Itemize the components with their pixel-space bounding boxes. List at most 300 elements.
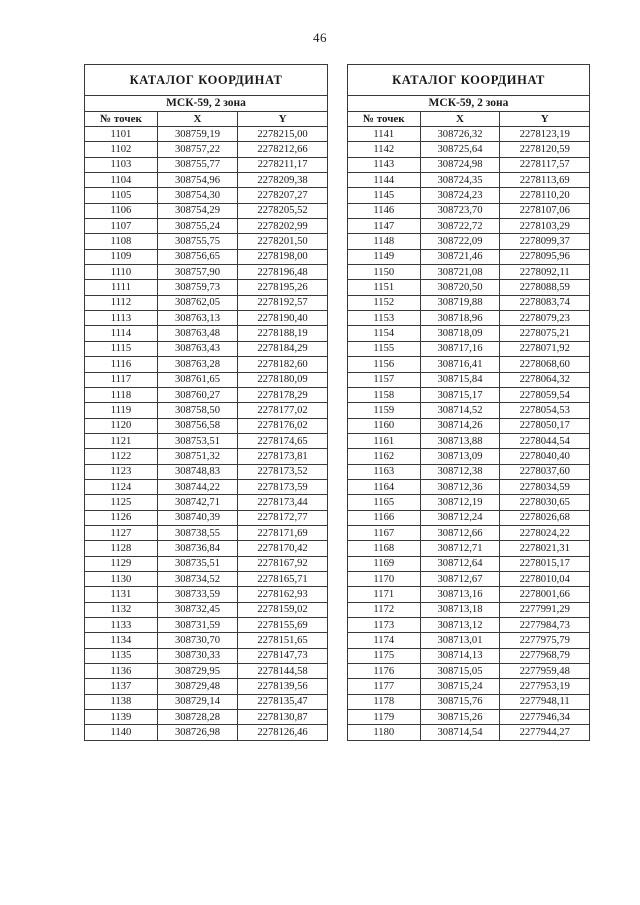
x-coordinate-cell: 308754,29 — [157, 203, 237, 218]
table-row — [348, 602, 590, 617]
x-coordinate-cell: 308762,05 — [157, 295, 237, 310]
x-coordinate-cell: 308755,77 — [157, 157, 237, 172]
point-number-cell: 1177 — [348, 679, 421, 694]
table-row — [348, 571, 590, 586]
point-number-cell: 1104 — [85, 173, 158, 188]
x-coordinate-cell: 308713,09 — [420, 449, 500, 464]
point-number-cell: 1145 — [348, 188, 421, 203]
table-row — [348, 387, 590, 402]
point-number-cell: 1163 — [348, 464, 421, 479]
y-coordinate-cell: 2278110,20 — [500, 188, 590, 203]
x-coordinate-cell: 308725,64 — [420, 142, 500, 157]
x-coordinate-cell: 308726,32 — [420, 127, 500, 142]
y-coordinate-cell: 2278165,71 — [238, 571, 328, 586]
y-coordinate-cell: 2278021,31 — [500, 541, 590, 556]
page-number: 46 — [313, 30, 327, 45]
y-coordinate-cell: 2278180,09 — [238, 372, 328, 387]
point-number-cell: 1178 — [348, 694, 421, 709]
y-coordinate-cell: 2278209,38 — [238, 173, 328, 188]
y-coordinate-cell: 2278173,52 — [238, 464, 328, 479]
point-number-cell: 1126 — [85, 510, 158, 525]
x-coordinate-cell: 308729,14 — [157, 694, 237, 709]
x-coordinate-cell: 308719,88 — [420, 295, 500, 310]
point-number-cell: 1161 — [348, 433, 421, 448]
y-coordinate-cell: 2278170,42 — [238, 541, 328, 556]
y-coordinate-cell: 2278034,59 — [500, 479, 590, 494]
point-number-cell: 1102 — [85, 142, 158, 157]
point-number-cell: 1140 — [85, 725, 158, 740]
table-row — [85, 618, 328, 633]
table-row — [348, 311, 590, 326]
table-row — [348, 633, 590, 648]
point-number-cell: 1101 — [85, 127, 158, 142]
table-row — [85, 433, 328, 448]
y-coordinate-cell: 2278113,69 — [500, 173, 590, 188]
x-coordinate-cell: 308718,09 — [420, 326, 500, 341]
point-number-cell: 1121 — [85, 433, 158, 448]
table-row — [85, 142, 328, 157]
catalog-title: КАТАЛОГ КООРДИНАТ — [348, 65, 590, 96]
x-coordinate-cell: 308722,72 — [420, 219, 500, 234]
zone-label: МСК-59, 2 зона — [85, 96, 328, 112]
x-coordinate-cell: 308760,27 — [157, 387, 237, 402]
y-coordinate-cell: 2278167,92 — [238, 556, 328, 571]
y-coordinate-cell: 2278044,54 — [500, 433, 590, 448]
x-coordinate-cell: 308712,24 — [420, 510, 500, 525]
x-coordinate-cell: 308713,12 — [420, 618, 500, 633]
x-coordinate-cell: 308755,75 — [157, 234, 237, 249]
point-number-cell: 1156 — [348, 357, 421, 372]
x-coordinate-cell: 308757,22 — [157, 142, 237, 157]
y-coordinate-cell: 2278054,53 — [500, 403, 590, 418]
table-row — [348, 664, 590, 679]
y-coordinate-cell: 2278211,17 — [238, 157, 328, 172]
point-number-cell: 1111 — [85, 280, 158, 295]
table-row — [85, 280, 328, 295]
point-number-cell: 1128 — [85, 541, 158, 556]
table-row — [348, 203, 590, 218]
x-coordinate-cell: 308724,98 — [420, 157, 500, 172]
point-number-cell: 1103 — [85, 157, 158, 172]
x-coordinate-cell: 308715,24 — [420, 679, 500, 694]
table-row — [348, 326, 590, 341]
point-number-cell: 1136 — [85, 664, 158, 679]
table-row — [348, 265, 590, 280]
x-coordinate-cell: 308757,90 — [157, 265, 237, 280]
y-coordinate-cell: 2278071,92 — [500, 341, 590, 356]
table-row — [348, 249, 590, 264]
y-coordinate-cell: 2278147,73 — [238, 648, 328, 663]
table-body-right — [348, 127, 590, 741]
x-coordinate-cell: 308761,65 — [157, 372, 237, 387]
point-number-cell: 1153 — [348, 311, 421, 326]
y-coordinate-cell: 2278205,52 — [238, 203, 328, 218]
point-number-cell: 1106 — [85, 203, 158, 218]
x-coordinate-cell: 308717,16 — [420, 341, 500, 356]
point-number-cell: 1138 — [85, 694, 158, 709]
x-coordinate-cell: 308729,48 — [157, 679, 237, 694]
x-coordinate-cell: 308759,19 — [157, 127, 237, 142]
table-row — [348, 525, 590, 540]
x-coordinate-cell: 308722,09 — [420, 234, 500, 249]
table-row — [85, 357, 328, 372]
x-coordinate-cell: 308751,32 — [157, 449, 237, 464]
x-coordinate-cell: 308742,71 — [157, 495, 237, 510]
x-coordinate-cell: 308744,22 — [157, 479, 237, 494]
point-number-cell: 1141 — [348, 127, 421, 142]
point-number-cell: 1147 — [348, 219, 421, 234]
y-coordinate-cell: 2278050,17 — [500, 418, 590, 433]
x-coordinate-cell: 308763,43 — [157, 341, 237, 356]
y-coordinate-cell: 2277975,79 — [500, 633, 590, 648]
column-header-x: X — [420, 112, 500, 127]
x-coordinate-cell: 308731,59 — [157, 618, 237, 633]
point-number-cell: 1112 — [85, 295, 158, 310]
table-row — [85, 127, 328, 142]
point-number-cell: 1143 — [348, 157, 421, 172]
y-coordinate-cell: 2278092,11 — [500, 265, 590, 280]
table-row — [85, 249, 328, 264]
table-row — [348, 556, 590, 571]
y-coordinate-cell: 2278155,69 — [238, 618, 328, 633]
point-number-cell: 1171 — [348, 587, 421, 602]
y-coordinate-cell: 2278139,56 — [238, 679, 328, 694]
x-coordinate-cell: 308714,54 — [420, 725, 500, 740]
column-header-y: Y — [238, 112, 328, 127]
x-coordinate-cell: 308712,67 — [420, 571, 500, 586]
x-coordinate-cell: 308712,64 — [420, 556, 500, 571]
y-coordinate-cell: 2277991,29 — [500, 602, 590, 617]
table-row — [85, 510, 328, 525]
point-number-cell: 1152 — [348, 295, 421, 310]
point-number-cell: 1165 — [348, 495, 421, 510]
table-row — [85, 633, 328, 648]
y-coordinate-cell: 2278010,04 — [500, 571, 590, 586]
y-coordinate-cell: 2278026,68 — [500, 510, 590, 525]
y-coordinate-cell: 2278030,65 — [500, 495, 590, 510]
y-coordinate-cell: 2278176,02 — [238, 418, 328, 433]
table-row — [348, 587, 590, 602]
x-coordinate-cell: 308755,24 — [157, 219, 237, 234]
y-coordinate-cell: 2278190,40 — [238, 311, 328, 326]
point-number-cell: 1149 — [348, 249, 421, 264]
table-row — [85, 219, 328, 234]
x-coordinate-cell: 308713,01 — [420, 633, 500, 648]
point-number-cell: 1115 — [85, 341, 158, 356]
point-number-cell: 1144 — [348, 173, 421, 188]
point-number-cell: 1135 — [85, 648, 158, 663]
table-row — [85, 602, 328, 617]
point-number-cell: 1124 — [85, 479, 158, 494]
point-number-cell: 1131 — [85, 587, 158, 602]
point-number-cell: 1155 — [348, 341, 421, 356]
point-number-cell: 1174 — [348, 633, 421, 648]
y-coordinate-cell: 2278099,37 — [500, 234, 590, 249]
table-row — [85, 464, 328, 479]
point-number-cell: 1176 — [348, 664, 421, 679]
table-row — [85, 157, 328, 172]
y-coordinate-cell: 2277959,48 — [500, 664, 590, 679]
table-row — [348, 433, 590, 448]
point-number-cell: 1179 — [348, 710, 421, 725]
x-coordinate-cell: 308759,73 — [157, 280, 237, 295]
point-number-cell: 1151 — [348, 280, 421, 295]
y-coordinate-cell: 2278083,74 — [500, 295, 590, 310]
table-row — [85, 648, 328, 663]
table-row — [85, 265, 328, 280]
x-coordinate-cell: 308763,28 — [157, 357, 237, 372]
table-row — [85, 725, 328, 740]
point-number-cell: 1110 — [85, 265, 158, 280]
y-coordinate-cell: 2278123,19 — [500, 127, 590, 142]
table-row — [348, 157, 590, 172]
table-row — [85, 188, 328, 203]
y-coordinate-cell: 2278117,57 — [500, 157, 590, 172]
point-number-cell: 1122 — [85, 449, 158, 464]
coordinate-table-right — [347, 64, 590, 741]
table-row — [348, 618, 590, 633]
point-number-cell: 1159 — [348, 403, 421, 418]
y-coordinate-cell: 2278173,44 — [238, 495, 328, 510]
x-coordinate-cell: 308758,50 — [157, 403, 237, 418]
point-number-cell: 1119 — [85, 403, 158, 418]
y-coordinate-cell: 2278198,00 — [238, 249, 328, 264]
y-coordinate-cell: 2278174,65 — [238, 433, 328, 448]
point-number-cell: 1132 — [85, 602, 158, 617]
point-number-cell: 1123 — [85, 464, 158, 479]
x-coordinate-cell: 308730,70 — [157, 633, 237, 648]
point-number-cell: 1113 — [85, 311, 158, 326]
table-row — [348, 648, 590, 663]
y-coordinate-cell: 2278202,99 — [238, 219, 328, 234]
y-coordinate-cell: 2278184,29 — [238, 341, 328, 356]
point-number-cell: 1148 — [348, 234, 421, 249]
y-coordinate-cell: 2278059,54 — [500, 387, 590, 402]
table-row — [348, 173, 590, 188]
y-coordinate-cell: 2278182,60 — [238, 357, 328, 372]
x-coordinate-cell: 308754,96 — [157, 173, 237, 188]
x-coordinate-cell: 308734,52 — [157, 571, 237, 586]
point-number-cell: 1173 — [348, 618, 421, 633]
x-coordinate-cell: 308718,96 — [420, 311, 500, 326]
x-coordinate-cell: 308712,71 — [420, 541, 500, 556]
y-coordinate-cell: 2278201,50 — [238, 234, 328, 249]
table-row — [348, 510, 590, 525]
point-number-cell: 1118 — [85, 387, 158, 402]
point-number-cell: 1168 — [348, 541, 421, 556]
x-coordinate-cell: 308714,52 — [420, 403, 500, 418]
point-number-cell: 1175 — [348, 648, 421, 663]
x-coordinate-cell: 308720,50 — [420, 280, 500, 295]
table-row — [348, 372, 590, 387]
y-coordinate-cell: 2277946,34 — [500, 710, 590, 725]
x-coordinate-cell: 308712,36 — [420, 479, 500, 494]
x-coordinate-cell: 308763,48 — [157, 326, 237, 341]
table-row — [85, 587, 328, 602]
table-row — [348, 357, 590, 372]
point-number-cell: 1134 — [85, 633, 158, 648]
x-coordinate-cell: 308736,84 — [157, 541, 237, 556]
x-coordinate-cell: 308715,76 — [420, 694, 500, 709]
x-coordinate-cell: 308753,51 — [157, 433, 237, 448]
table-row — [85, 403, 328, 418]
table-row — [348, 403, 590, 418]
y-coordinate-cell: 2278207,27 — [238, 188, 328, 203]
table-row — [85, 418, 328, 433]
x-coordinate-cell: 308748,83 — [157, 464, 237, 479]
x-coordinate-cell: 308724,35 — [420, 173, 500, 188]
point-number-cell: 1164 — [348, 479, 421, 494]
y-coordinate-cell: 2278212,66 — [238, 142, 328, 157]
table-row — [348, 295, 590, 310]
x-coordinate-cell: 308715,05 — [420, 664, 500, 679]
point-number-cell: 1127 — [85, 525, 158, 540]
y-coordinate-cell: 2278037,60 — [500, 464, 590, 479]
table-row — [348, 679, 590, 694]
x-coordinate-cell: 308763,13 — [157, 311, 237, 326]
y-coordinate-cell: 2278192,57 — [238, 295, 328, 310]
table-row — [348, 479, 590, 494]
table-row — [85, 525, 328, 540]
y-coordinate-cell: 2277984,73 — [500, 618, 590, 633]
point-number-cell: 1108 — [85, 234, 158, 249]
table-row — [348, 464, 590, 479]
y-coordinate-cell: 2278024,22 — [500, 525, 590, 540]
x-coordinate-cell: 308712,38 — [420, 464, 500, 479]
y-coordinate-cell: 2278172,77 — [238, 510, 328, 525]
y-coordinate-cell: 2278015,17 — [500, 556, 590, 571]
point-number-cell: 1172 — [348, 602, 421, 617]
y-coordinate-cell: 2278095,96 — [500, 249, 590, 264]
y-coordinate-cell: 2278088,59 — [500, 280, 590, 295]
x-coordinate-cell: 308713,88 — [420, 433, 500, 448]
y-coordinate-cell: 2277944,27 — [500, 725, 590, 740]
x-coordinate-cell: 308715,17 — [420, 387, 500, 402]
table-row — [85, 449, 328, 464]
y-coordinate-cell: 2278196,48 — [238, 265, 328, 280]
x-coordinate-cell: 308735,51 — [157, 556, 237, 571]
column-header-x: X — [157, 112, 237, 127]
y-coordinate-cell: 2278120,59 — [500, 142, 590, 157]
point-number-cell: 1169 — [348, 556, 421, 571]
point-number-cell: 1105 — [85, 188, 158, 203]
table-row — [85, 571, 328, 586]
x-coordinate-cell: 308729,95 — [157, 664, 237, 679]
table-row — [85, 341, 328, 356]
table-row — [348, 280, 590, 295]
x-coordinate-cell: 308721,46 — [420, 249, 500, 264]
x-coordinate-cell: 308733,59 — [157, 587, 237, 602]
y-coordinate-cell: 2278215,00 — [238, 127, 328, 142]
y-coordinate-cell: 2278040,40 — [500, 449, 590, 464]
point-number-cell: 1162 — [348, 449, 421, 464]
x-coordinate-cell: 308726,98 — [157, 725, 237, 740]
point-number-cell: 1109 — [85, 249, 158, 264]
y-coordinate-cell: 2277953,19 — [500, 679, 590, 694]
table-row — [85, 556, 328, 571]
point-number-cell: 1150 — [348, 265, 421, 280]
table-row — [85, 203, 328, 218]
y-coordinate-cell: 2278126,46 — [238, 725, 328, 740]
y-coordinate-cell: 2277968,79 — [500, 648, 590, 663]
x-coordinate-cell: 308723,70 — [420, 203, 500, 218]
point-number-cell: 1154 — [348, 326, 421, 341]
point-number-cell: 1139 — [85, 710, 158, 725]
y-coordinate-cell: 2278064,32 — [500, 372, 590, 387]
point-number-cell: 1116 — [85, 357, 158, 372]
table-row — [348, 127, 590, 142]
table-row — [348, 710, 590, 725]
table-row — [85, 234, 328, 249]
y-coordinate-cell: 2278178,29 — [238, 387, 328, 402]
y-coordinate-cell: 2277948,11 — [500, 694, 590, 709]
y-coordinate-cell: 2278075,21 — [500, 326, 590, 341]
table-row — [85, 495, 328, 510]
point-number-cell: 1130 — [85, 571, 158, 586]
point-number-cell: 1166 — [348, 510, 421, 525]
point-number-cell: 1117 — [85, 372, 158, 387]
column-header-point: № точек — [348, 112, 421, 127]
y-coordinate-cell: 2278001,66 — [500, 587, 590, 602]
x-coordinate-cell: 308713,18 — [420, 602, 500, 617]
point-number-cell: 1107 — [85, 219, 158, 234]
point-number-cell: 1129 — [85, 556, 158, 571]
point-number-cell: 1137 — [85, 679, 158, 694]
y-coordinate-cell: 2278130,87 — [238, 710, 328, 725]
catalog-title: КАТАЛОГ КООРДИНАТ — [85, 65, 328, 96]
table-row — [85, 679, 328, 694]
x-coordinate-cell: 308724,23 — [420, 188, 500, 203]
point-number-cell: 1157 — [348, 372, 421, 387]
point-number-cell: 1180 — [348, 725, 421, 740]
table-row — [348, 541, 590, 556]
y-coordinate-cell: 2278103,29 — [500, 219, 590, 234]
table-row — [85, 387, 328, 402]
x-coordinate-cell: 308740,39 — [157, 510, 237, 525]
table-row — [85, 710, 328, 725]
x-coordinate-cell: 308728,28 — [157, 710, 237, 725]
point-number-cell: 1125 — [85, 495, 158, 510]
y-coordinate-cell: 2278173,59 — [238, 479, 328, 494]
y-coordinate-cell: 2278107,06 — [500, 203, 590, 218]
table-row — [85, 479, 328, 494]
point-number-cell: 1114 — [85, 326, 158, 341]
x-coordinate-cell: 308732,45 — [157, 602, 237, 617]
x-coordinate-cell: 308721,08 — [420, 265, 500, 280]
x-coordinate-cell: 308714,13 — [420, 648, 500, 663]
x-coordinate-cell: 308738,55 — [157, 525, 237, 540]
x-coordinate-cell: 308715,84 — [420, 372, 500, 387]
table-row — [348, 219, 590, 234]
table-row — [85, 311, 328, 326]
y-coordinate-cell: 2278159,02 — [238, 602, 328, 617]
x-coordinate-cell: 308714,26 — [420, 418, 500, 433]
x-coordinate-cell: 308756,58 — [157, 418, 237, 433]
table-row — [348, 725, 590, 740]
table-row — [348, 418, 590, 433]
table-row — [85, 694, 328, 709]
table-row — [85, 541, 328, 556]
point-number-cell: 1160 — [348, 418, 421, 433]
y-coordinate-cell: 2278151,65 — [238, 633, 328, 648]
table-row — [348, 694, 590, 709]
y-coordinate-cell: 2278144,58 — [238, 664, 328, 679]
table-row — [85, 173, 328, 188]
point-number-cell: 1142 — [348, 142, 421, 157]
column-header-y: Y — [500, 112, 590, 127]
y-coordinate-cell: 2278195,26 — [238, 280, 328, 295]
y-coordinate-cell: 2278162,93 — [238, 587, 328, 602]
